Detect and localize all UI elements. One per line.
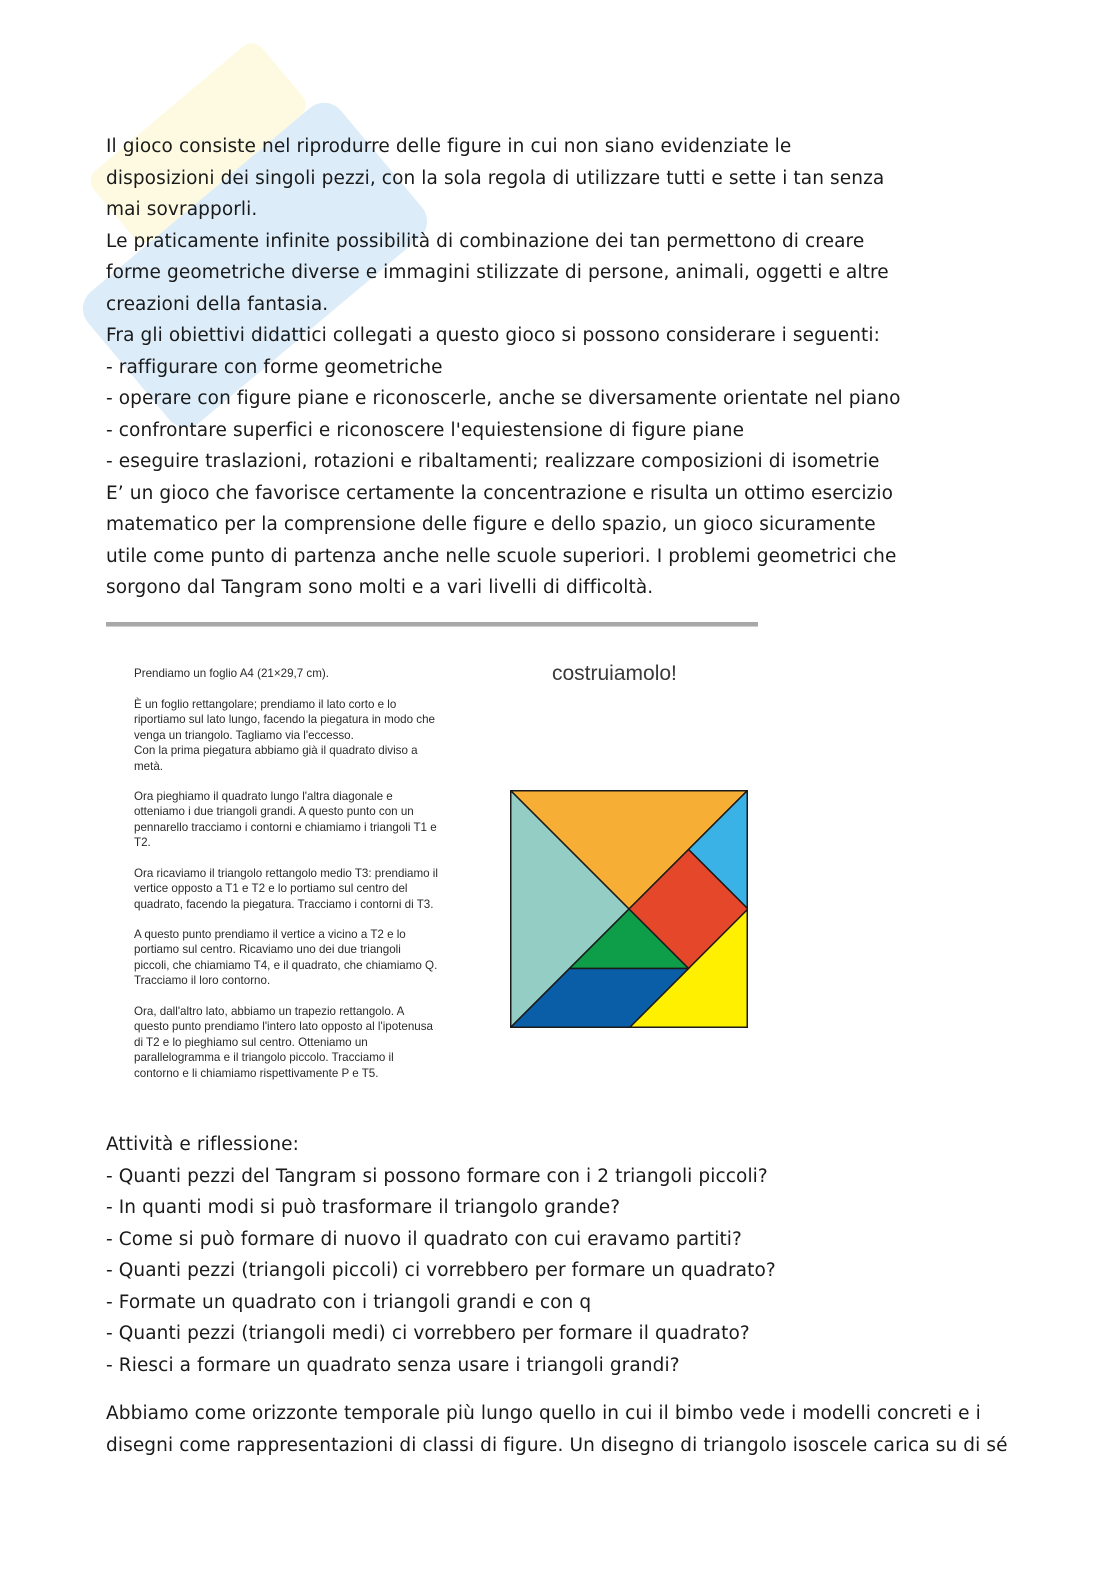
activity-line: - In quanti modi si può trasformare il triangolo grande? bbox=[106, 1197, 621, 1218]
figure-text-line: parallelogramma e il triangolo piccolo. Tracciamo il bbox=[134, 1051, 394, 1065]
figure-text-line: Con la prima piegatura abbiamo già il quadrato diviso a bbox=[134, 744, 418, 758]
figure-text-line: vertice opposto a T1 e T2 e lo portiamo sul centro del bbox=[134, 882, 408, 896]
figure-text-line: contorno e li chiamiamo rispettivamente P e T5. bbox=[134, 1066, 379, 1080]
tangram-square bbox=[510, 790, 748, 1028]
figure-text-line: metà. bbox=[134, 759, 163, 773]
intro-line: creazioni della fantasia. bbox=[106, 293, 329, 315]
figure-step-3 bbox=[134, 866, 479, 912]
activity-line: - Quanti pezzi del Tangram si possono formare con i 2 triangoli piccoli? bbox=[106, 1165, 768, 1187]
figure-step-5 bbox=[134, 1004, 479, 1081]
figure-text-line: È un foglio rettangolare; prendiamo il lato corto e lo bbox=[134, 698, 397, 711]
figure-step-4 bbox=[134, 927, 479, 989]
intro-line: disposizioni dei singoli pezzi, con la sola regola di utilizzare tutti e sette i tan senza bbox=[106, 167, 885, 189]
figure-intro-line bbox=[134, 666, 479, 681]
tangram-figure bbox=[106, 640, 766, 1100]
figure-text-line: di T2 e lo pieghiamo sul centro. Otteniamo un bbox=[134, 1035, 368, 1049]
figure-text-line: Ora, dall'altro lato, abbiamo un trapezio rettangolo. A bbox=[134, 1005, 405, 1018]
horizontal-divider bbox=[106, 622, 758, 627]
intro-line: - operare con figure piane e riconoscerle, anche se diversamente orientate nel piano bbox=[106, 388, 901, 409]
activity-line: - Formate un quadrato con i triangoli grandi e con q bbox=[106, 1291, 592, 1313]
figure-step-2 bbox=[134, 789, 479, 851]
intro-line: sorgono dal Tangram sono molti e a vari livelli di difficoltà. bbox=[106, 577, 654, 598]
figure-text-line: pennarello tracciamo i contorni e chiamiamo i triangoli T1 e bbox=[134, 820, 437, 834]
activity-paragraph bbox=[106, 1129, 1006, 1381]
intro-paragraph bbox=[106, 131, 1006, 604]
intro-line: matematico per la comprensione delle figure e dello spazio, un gioco sicuramente bbox=[106, 514, 876, 535]
intro-line: forme geometriche diverse e immagini stilizzate di persone, animali, oggetti e altre bbox=[106, 262, 889, 283]
figure-text-line: quadrato, facendo la piegatura. Tracciamo i contorni di T3. bbox=[134, 897, 434, 911]
intro-line: Il gioco consiste nel riprodurre delle figure in cui non siano evidenziate le bbox=[106, 136, 792, 157]
figure-title: costruiamolo! bbox=[552, 662, 677, 685]
activity-line: - Quanti pezzi (triangoli piccoli) ci vorrebbero per formare un quadrato? bbox=[106, 1260, 776, 1281]
figure-text-line: Ora pieghiamo il quadrato lungo l'altra diagonale e bbox=[134, 790, 393, 803]
intro-line: mai sovrapporli. bbox=[106, 199, 258, 220]
figure-text-line: venga un triangolo. Tagliamo via l'eccesso. bbox=[134, 728, 354, 742]
figure-text-line: piccoli, che chiamiamo T4, e il quadrato, che chiamiamo Q. bbox=[134, 958, 438, 972]
activity-line: - Riesci a formare un quadrato senza usare i triangoli grandi? bbox=[106, 1354, 680, 1376]
intro-line: - confrontare superfici e riconoscere l'equiestensione di figure piane bbox=[106, 419, 745, 441]
figure-text-line: riportiamo sul lato lungo, facendo la piegatura in modo che bbox=[134, 713, 435, 727]
closing-paragraph bbox=[106, 1398, 1006, 1461]
figure-text-line: T2. bbox=[134, 836, 151, 850]
figure-text-line: otteniamo i due triangoli grandi. A questo punto con un bbox=[134, 805, 414, 819]
figure-text-line: questo punto prendiamo l'intero lato opposto al l'ipotenusa bbox=[134, 1020, 433, 1034]
activity-line: Attività e riflessione: bbox=[106, 1134, 299, 1155]
intro-line: - eseguire traslazioni, rotazioni e ribaltamenti; realizzare composizioni di isometrie bbox=[106, 451, 880, 472]
figure-text-line: Tracciamo il loro contorno. bbox=[134, 974, 271, 988]
closing-line: Abbiamo come orizzonte temporale più lungo quello in cui il bimbo vede i modelli concreti e i bbox=[106, 1403, 981, 1424]
activity-line: - Come si può formare di nuovo il quadrato con cui eravamo partiti? bbox=[106, 1228, 742, 1250]
figure-text-line: portiamo sul centro. Ricaviamo uno dei due triangoli bbox=[134, 943, 401, 957]
intro-line: E’ un gioco che favorisce certamente la concentrazione e risulta un ottimo esercizio bbox=[106, 482, 894, 504]
intro-line: utile come punto di partenza anche nelle scuole superiori. I problemi geometrici che bbox=[106, 545, 897, 567]
figure-text-line: A questo punto prendiamo il vertice a vicino a T2 e lo bbox=[134, 928, 406, 941]
intro-line: - raffigurare con forme geometriche bbox=[106, 356, 443, 378]
figure-text-line: Prendiamo un foglio A4 (21×29,7 cm). bbox=[134, 667, 329, 680]
figure-text-line: Ora ricaviamo il triangolo rettangolo medio T3: prendiamo il bbox=[134, 867, 438, 880]
figure-step-1 bbox=[134, 697, 479, 774]
activity-line: - Quanti pezzi (triangoli medi) ci vorrebbero per formare il quadrato? bbox=[106, 1323, 750, 1344]
intro-line: Fra gli obiettivi didattici collegati a questo gioco si possono considerare i seguenti: bbox=[106, 325, 880, 346]
intro-line: Le praticamente infinite possibilità di combinazione dei tan permettono di creare bbox=[106, 230, 865, 252]
closing-line: disegni come rappresentazioni di classi di figure. Un disegno di triangolo isoscele carica su di sé bbox=[106, 1434, 1008, 1456]
